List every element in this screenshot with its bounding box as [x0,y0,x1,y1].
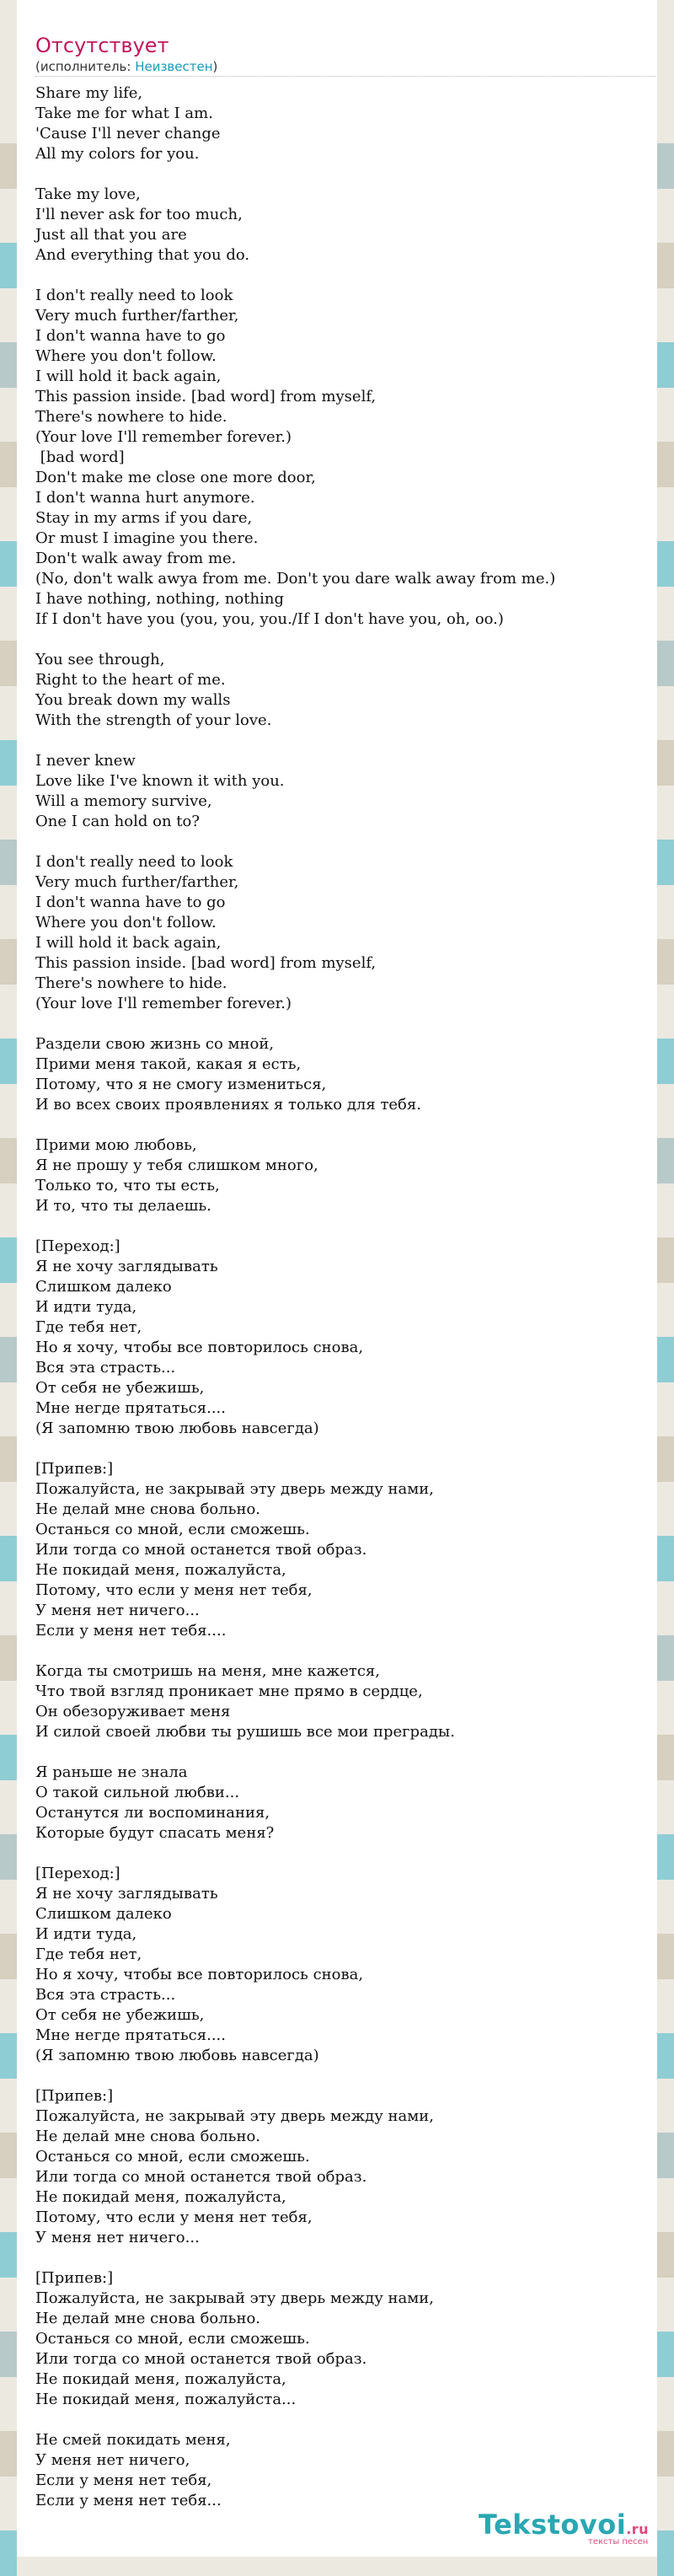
lyric-line: [Переход:] [35,1237,120,1255]
lyric-line: Я не прошу у тебя слишком много, [35,1157,318,1174]
logo-tagline: тексты песен [588,2537,649,2546]
lyric-line: Прими меня такой, какая я есть, [35,1055,302,1073]
lyric-line: Останься со мной, если сможешь. [35,2148,310,2165]
lyric-line: [bad word] [35,448,125,466]
lyrics-text [35,83,655,2531]
lyrics-stanza [35,650,655,731]
lyric-line: Или тогда со мной останется твой образ. [35,2168,367,2186]
lyric-line: Я не хочу заглядывать [35,1258,218,1275]
lyrics-stanza [35,852,655,1014]
lyric-line: Вся эта страсть... [35,1986,176,2004]
lyric-line: Не покидай меня, пожалуйста, [35,2188,286,2206]
lyric-line: Take me for what I am. [35,105,213,122]
lyric-line: От себя не убежишь, [35,1379,205,1397]
lyric-line: [Припев:] [35,1460,114,1478]
lyrics-stanza [35,1763,655,1843]
lyric-line: With the strength of your love. [35,711,272,729]
lyric-line: Не покидай меня, пожалуйста, [35,1561,286,1579]
title-divider [35,76,655,77]
lyric-line: У меня нет ничего, [35,2451,190,2469]
lyric-line: Stay in my arms if you dare, [35,509,253,527]
lyrics-stanza [35,1237,655,1439]
lyric-line: У меня нет ничего... [35,2229,200,2246]
lyric-line: Но я хочу, чтобы все повторилось снова, [35,1966,364,1983]
lyrics-stanza [35,1864,655,2066]
lyric-line: (Я запомню твою любовь навсегда) [35,2047,319,2064]
lyric-line: Не смей покидать меня, [35,2431,231,2449]
lyric-line: [Припев:] [35,2087,114,2105]
lyric-line: I don't really need to look [35,853,233,871]
lyric-line: Love like I've known it with you. [35,772,285,790]
lyrics-card [17,0,657,2557]
lyric-line: There's nowhere to hide. [35,974,227,992]
lyric-line: Не покидай меня, пожалуйста, [35,2370,286,2388]
lyric-line: Не делай мне снова больно. [35,2310,261,2327]
lyric-line: If I don't have you (you, you, you./If I don't have you, oh, oo.) [35,610,504,628]
lyric-line: И идти туда, [35,1925,137,1943]
lyric-line: This passion inside. [bad word] from myself, [35,954,377,972]
lyric-line: I will hold it back again, [35,368,222,385]
lyrics-stanza [35,2086,655,2248]
lyric-line: I don't really need to look [35,287,233,304]
lyric-line: Только то, что ты есть, [35,1177,220,1194]
lyric-line: You break down my walls [35,691,231,709]
song-title: Отсутствует [35,34,169,57]
lyric-line: От себя не убежишь, [35,2006,205,2024]
lyric-line: I don't wanna have to go [35,327,226,345]
lyric-line: (Your love I'll remember forever.) [35,995,292,1012]
artist-line [35,59,217,74]
lyric-line: Если у меня нет тебя.... [35,1622,227,1640]
lyric-line: У меня нет ничего... [35,1602,200,1619]
lyric-line: Мне негде прятаться.... [35,2026,226,2044]
lyric-line: I don't wanna hurt anymore. [35,489,255,507]
lyric-line: You see through, [35,651,165,668]
lyrics-stanza [35,1135,655,1216]
lyric-line: И силой своей любви ты рушишь все мои преграды. [35,1723,455,1741]
site-logo[interactable] [462,2509,657,2549]
lyrics-stanza [35,185,655,266]
lyric-line: Если у меня нет тебя, [35,2471,212,2489]
lyric-line: 'Cause I'll never change [35,125,221,142]
lyric-line: Or must I imagine you there. [35,529,259,547]
logo-wordmark: Tekstovoi.ru [479,2509,650,2541]
lyrics-stanza [35,1661,655,1742]
lyric-line: [Припев:] [35,2269,114,2287]
lyrics-stanza [35,83,655,164]
lyric-line: И идти туда, [35,1298,137,1316]
lyric-line: Just all that you are [35,226,187,244]
lyric-line: Раздели свою жизнь со мной, [35,1035,275,1053]
lyric-line: Если у меня нет тебя... [35,2492,222,2509]
lyric-line: Пожалуйста, не закрывай эту дверь между нами, [35,1480,434,1498]
lyric-line: Останутся ли воспоминания, [35,1804,270,1822]
lyric-line: Share my life, [35,84,143,102]
lyric-line: Останься со мной, если сможешь. [35,2330,310,2348]
lyric-line: Где тебя нет, [35,1318,142,1336]
lyric-line: Или тогда со мной останется твой образ. [35,2350,367,2368]
lyric-line: Я раньше не знала [35,1763,188,1781]
lyrics-stanza [35,751,655,832]
lyric-line: Пожалуйста, не закрывай эту дверь между нами, [35,2107,434,2125]
lyric-line: Вся эта страсть... [35,1359,176,1377]
lyric-line: There's nowhere to hide. [35,408,227,426]
lyric-line: Потому, что если у меня нет тебя, [35,2208,313,2226]
lyric-line: И то, что ты делаешь. [35,1197,211,1215]
lyric-line: Don't make me close one more door, [35,469,316,486]
lyric-line: Не делай мне снова больно. [35,1500,261,1518]
lyric-line: (Я запомню твою любовь навсегда) [35,1419,319,1437]
lyrics-stanza [35,2268,655,2410]
lyric-line: Right to the heart of me. [35,671,226,689]
lyrics-stanza [35,286,655,630]
lyric-line: Которые будут спасать меня? [35,1824,275,1842]
lyric-line: Где тебя нет, [35,1945,142,1963]
lyric-line: Where you don't follow. [35,914,217,931]
lyric-line: Very much further/farther, [35,307,239,325]
lyric-line: Но я хочу, чтобы все повторилось снова, [35,1339,364,1356]
artist-prefix: (исполнитель: [35,59,136,74]
lyric-line: Потому, что я не смогу измениться, [35,1076,327,1093]
lyric-line: Слишком далеко [35,1278,172,1296]
lyrics-stanza [35,1459,655,1641]
lyric-line: And everything that you do. [35,246,250,264]
lyric-line: Will a memory survive, [35,792,212,810]
lyric-line: (No, don't walk awya from me. Don't you dare walk away from me.) [35,570,556,588]
lyric-line: Very much further/farther, [35,873,239,891]
lyric-line: Слишком далеко [35,1905,172,1923]
lyric-line: Прими мою любовь, [35,1136,197,1154]
lyric-line: О такой сильной любви... [35,1784,240,1801]
lyric-line: I have nothing, nothing, nothing [35,590,284,608]
lyrics-stanza [35,2430,655,2511]
lyric-line: [Переход:] [35,1865,120,1882]
lyric-line: Он обезоруживает меня [35,1703,231,1720]
lyric-line: Мне негде прятаться.... [35,1399,226,1417]
lyric-line: Не делай мне снова больно. [35,2128,261,2145]
lyrics-stanza [35,1034,655,1115]
lyric-line: Пожалуйста, не закрывай эту дверь между нами, [35,2289,434,2307]
lyric-line: One I can hold on to? [35,813,200,830]
artist-link[interactable]: Неизвестен [135,59,213,74]
lyric-line: Когда ты смотришь на меня, мне кажется, [35,1662,380,1680]
lyric-line: I will hold it back again, [35,934,222,952]
artist-suffix: ) [212,59,218,74]
lyric-line: (Your love I'll remember forever.) [35,428,292,446]
lyric-line: Я не хочу заглядывать [35,1885,218,1902]
lyric-line: Don't walk away from me. [35,550,237,567]
logo-tld: .ru [626,2521,650,2537]
lyric-line: This passion inside. [bad word] from myself, [35,388,377,405]
lyric-line: Останься со мной, если сможешь. [35,1521,310,1538]
lyric-line: I'll never ask for too much, [35,206,243,223]
lyric-line: Что твой взгляд проникает мне прямо в сердце, [35,1682,423,1700]
lyric-line: Или тогда со мной останется твой образ. [35,1541,367,1559]
lyric-line: И во всех своих проявлениях я только для тебя. [35,1096,421,1114]
lyric-line: All my colors for you. [35,145,200,163]
lyric-line: Take my love, [35,185,141,203]
lyric-line: Where you don't follow. [35,347,217,365]
lyric-line: I don't wanna have to go [35,894,226,911]
lyric-line: Потому, что если у меня нет тебя, [35,1581,313,1599]
lyric-line: Не покидай меня, пожалуйста... [35,2391,297,2408]
lyric-line: I never knew [35,752,136,770]
